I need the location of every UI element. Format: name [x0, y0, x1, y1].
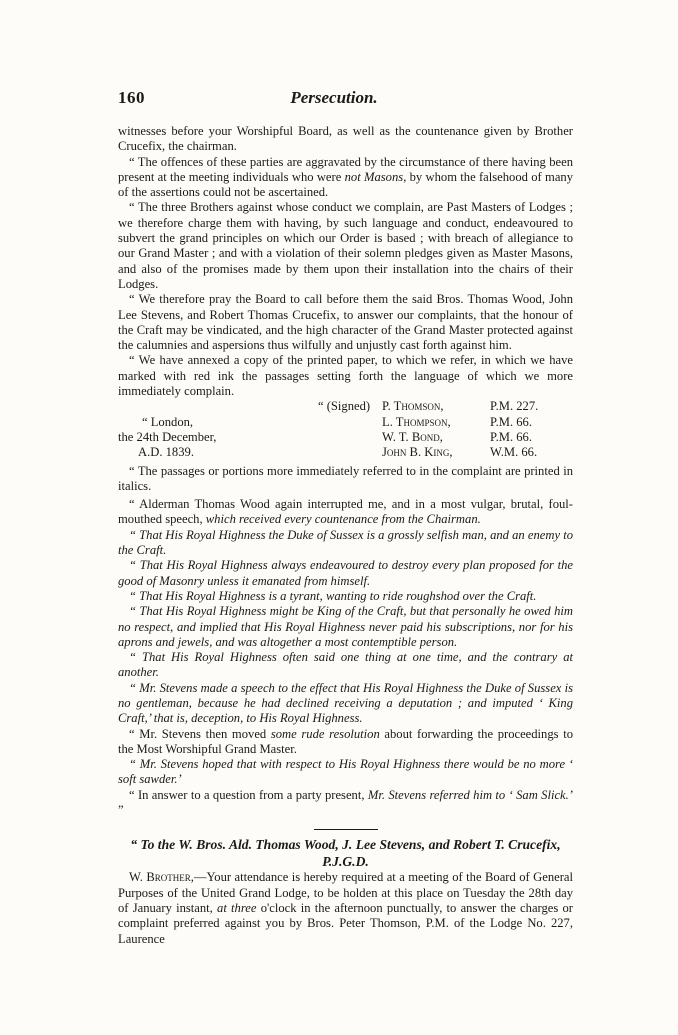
paragraph: “ We therefore pray the Board to call before them the said Bros. Thomas Wood, John Lee Stevens, and Robert Thomas Crucefix, to answer our complaints, that the honour of the Craft may be vindicated, and the high character of the Grand Master protected against the calumnies and aspersions thus wilfully and unjustly cast forth against him. [118, 292, 573, 353]
italic-paragraph: “ That His Royal Highness is a tyrant, wanting to ride roughshod over the Craft. [129, 588, 537, 603]
place-line: “ London, [142, 414, 194, 429]
italic-paragraph: “ Mr. Stevens hoped that with respect to His Royal Highness there would be no more ‘ soft sawder.’ [118, 757, 573, 787]
signatory-title: W.M. 66. [490, 445, 538, 460]
page-number: 160 [118, 88, 145, 107]
italic-paragraph: “ That His Royal Highness might be King of the Craft, but that personally he owed him no respect, and implied that His Royal Highness never paid his subscriptions, nor for his aprons and jewels, and was altogether a most contemptible person. [118, 604, 573, 649]
paragraph: W. Brother,—Your attendance is hereby required at a meeting of the Board of General Purposes of the United Grand Lodge, to be holden at this place on Tuesday the 28th day of January instant, at three o'clock in the afternoon punctually, to answer the charges or complaint preferred against you by Bros. Peter Thomson, P.M. of the Lodge No. 227, Laurence [118, 870, 573, 946]
paragraph: “ Alderman Thomas Wood again interrupted me, and in a most vulgar, brutal, foul-mouthed speech, which received every countenance from the Chairman. [118, 497, 573, 527]
page-body [118, 124, 573, 947]
signatory-name: P. Thomson, [382, 399, 444, 414]
signature-block [118, 399, 573, 460]
signature-row [118, 399, 573, 414]
signatory-name: John B. King, [382, 445, 453, 460]
italic-paragraph: “ That His Royal Highness often said one thing at one time, and the contrary at another. [118, 650, 573, 680]
year-line: A.D. 1839. [138, 445, 194, 460]
signature-row [118, 415, 573, 430]
italic-paragraph: “ Mr. Stevens made a speech to the effect that His Royal Highness the Duke of Sussex is no gentleman, because he had declined receiving a deputation ; and imputed ‘ King Craft,’ that is, deception, to His Royal Highness. [118, 680, 573, 726]
page-header [118, 88, 550, 112]
paragraph: “ The three Brothers against whose conduct we complain, are Past Masters of Lodges ; we therefore charge them with having, by such language and conduct, endeavoured to subvert the grand principles on which our Order is based ; with breach of allegiance to our Grand Master ; and with a violation of their solemn pledges given as Master Masons, and also of the promises made by them upon their installation into the chairs of their Lodges. [118, 200, 573, 291]
italic-paragraph: “ That His Royal Highness always endeavoured to destroy every plan proposed for the good of Masonry unless it emanated from himself. [118, 558, 573, 588]
letter-address: “ To the W. Bros. Ald. Thomas Wood, J. Lee Stevens, and Robert T. Crucefix, P.J.G.D. [130, 837, 561, 869]
paragraph: “ Mr. Stevens then moved some rude resolution about forwarding the proceedings to the Most Worshipful Grand Master. [118, 726, 573, 756]
signatory-name: L. Thompson, [382, 414, 451, 429]
signatory-name: W. T. Bond, [382, 429, 443, 444]
italic-paragraph: “ That His Royal Highness the Duke of Sussex is a grossly selfish man, and an enemy to the Craft. [118, 527, 573, 558]
paragraph: “ In answer to a question from a party present, Mr. Stevens referred him to ‘ Sam Slick.’ ” [118, 787, 573, 818]
signature-row [118, 430, 573, 445]
paragraph: “ The offences of these parties are aggravated by the circumstance of there having been present at the meeting individuals who were not Masons, by whom the falsehood of many of the assertions could not be ascertained. [118, 154, 573, 200]
signatory-title: P.M. 66. [490, 414, 532, 429]
signatory-title: P.M. 66. [490, 429, 532, 444]
paragraph: “ The passages or portions more immediately referred to in the complaint are printed in italics. [118, 463, 573, 493]
paragraph: “ We have annexed a copy of the printed paper, to which we refer, in which we have marked with red ink the passages setting forth the language of which we more immediately complain. [118, 353, 573, 399]
section-divider [314, 829, 378, 830]
signed-label: “ (Signed) [318, 399, 371, 414]
signatory-title: P.M. 227. [490, 399, 539, 414]
running-title: Persecution. [290, 88, 378, 107]
signature-row [118, 445, 573, 460]
date-line: the 24th December, [118, 429, 217, 444]
paragraph: witnesses before your Worshipful Board, as well as the countenance given by Brother Crucefix, the chairman. [118, 124, 573, 154]
